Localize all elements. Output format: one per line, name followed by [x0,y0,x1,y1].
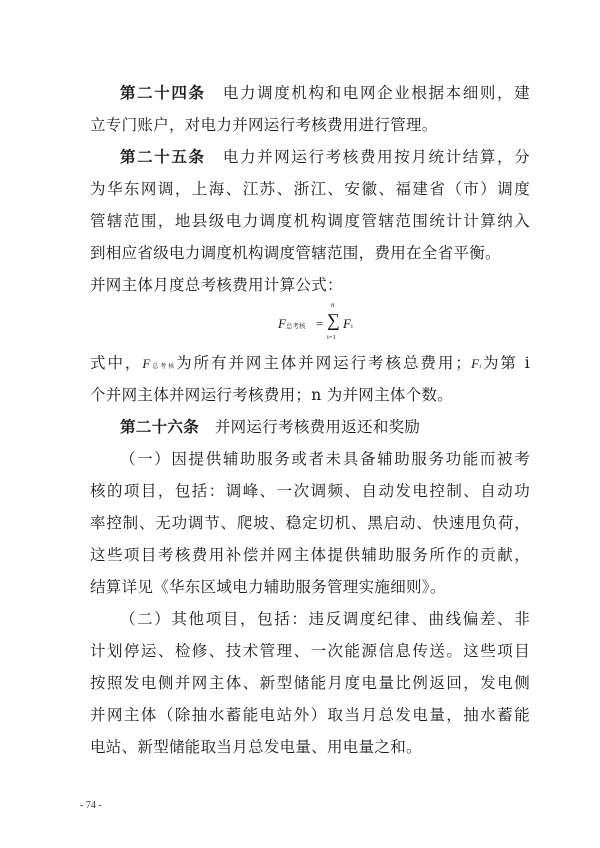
item-1-line-1: （一）因提供辅助服务或者未具备辅助服务功能而被考 [120,450,530,468]
article-24-line-2: 立专门账户，对电力并网运行考核费用进行管理。 [90,116,438,134]
article-25-line-2: 为华东网调，上海、江苏、浙江、安徽、福建省（市）调度 [90,180,530,198]
article-25-line-1 [120,146,530,168]
article-26-heading: 第二十六条 [120,418,200,436]
item-1-line-2: 核的项目，包括：调峰、一次调频、自动发电控制、自动功 [90,482,530,500]
formula-explanation-line-1: 式中，F总考核为所有并网主体并网运行考核总费用；Fi为第 i [90,354,530,372]
item-2-line-3: 按照发电侧并网主体、新型储能月度电量比例返回，发电侧 [90,674,530,692]
inline-f-total: F总考核 [142,356,177,371]
formula-equals: = [316,316,324,331]
article-26-line-1 [120,416,530,438]
item-1-line-5: 结算详见《华东区域电力辅助服务管理实施细则》。 [90,578,446,596]
article-26-text: 并网运行考核费用返还和奖励 [214,418,421,436]
article-24-text: 电力调度机构和电网企业根据本细则，建 [222,84,530,102]
item-2-line-1: （二）其他项目，包括：违反调度纪律、曲线偏差、非 [120,610,530,628]
total-assessment-formula [270,301,390,344]
item-2-line-4: 并网主体（除抽水蓄能电站外）取当月总发电量，抽水蓄能 [90,706,530,724]
item-1-line-3: 率控制、无功调节、爬坡、稳定切机、黑启动、快速甩负荷， [90,514,530,532]
formula-lhs: F总考核 [278,316,306,331]
formula-upper-limit: n [331,301,335,309]
page-number: - 74 - [80,800,102,811]
formula-sigma: ∑ [327,310,340,330]
article-25-line-5: 并网主体月度总考核费用计算公式： [90,276,343,294]
item-2-line-5: 电站、新型储能取当月总发电量、用电量之和。 [90,738,422,756]
article-25-line-4: 到相应省级电力调度机构调度管辖范围，费用在全省平衡。 [90,244,501,262]
formula-explanation-line-2: 个并网主体并网运行考核费用；n 为并网主体个数。 [90,386,454,404]
article-24-heading: 第二十四条 [120,84,206,102]
item-1-line-4: 这些项目考核费用补偿并网主体提供辅助服务所作的贡献， [90,546,530,564]
article-25-line-3: 管辖范围，地县级电力调度机构调度管辖范围统计计算纳入 [90,212,530,230]
formula-lower-limit: i=1 [327,334,336,341]
article-25-text: 电力并网运行考核费用按月统计结算，分 [222,148,530,166]
inline-f-i: Fi [471,356,482,371]
article-25-heading: 第二十五条 [120,148,206,166]
formula-rhs: Fi [343,316,353,331]
item-2-line-2: 计划停运、检修、技术管理、一次能源信息传送。这些项目 [90,642,530,660]
article-24-line-1 [120,82,530,104]
